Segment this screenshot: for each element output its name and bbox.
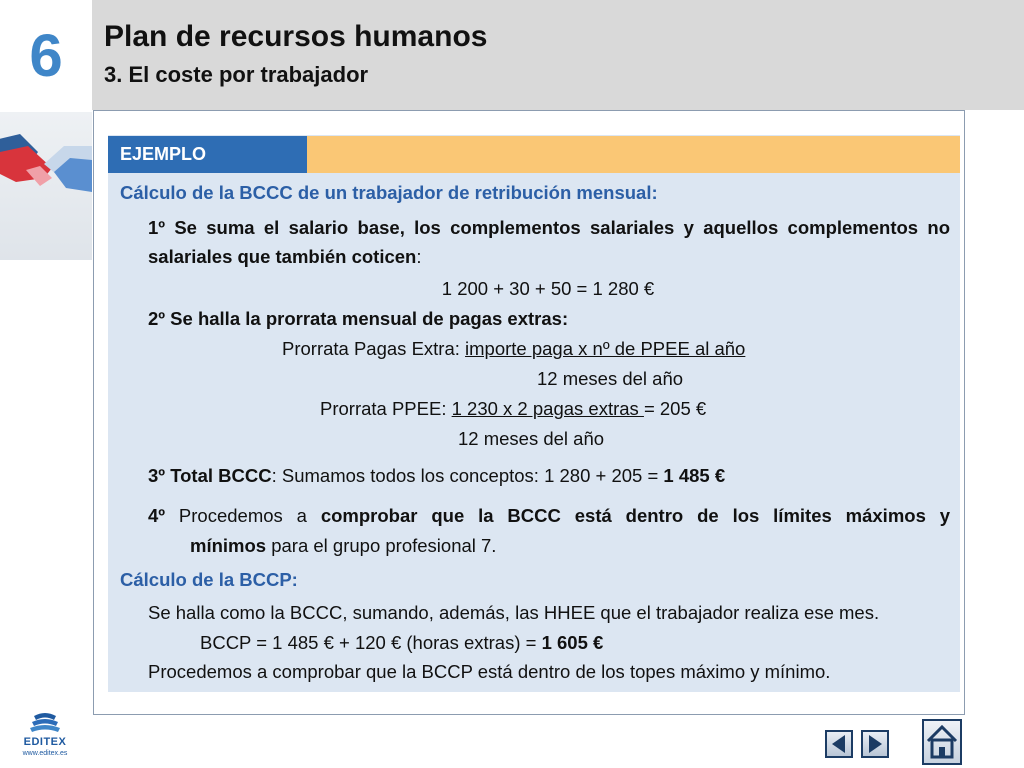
step-4-word: la — [478, 505, 494, 526]
home-icon — [924, 721, 960, 763]
page-subtitle: 3. El coste por trabajador — [104, 62, 369, 87]
arrow-right-icon — [863, 732, 887, 756]
handshake-icon — [0, 112, 92, 260]
step-4-word: a — [296, 505, 307, 526]
step-4-word: máximos — [845, 505, 926, 526]
handshake-image — [0, 112, 92, 260]
editex-logo — [18, 712, 72, 762]
header-band — [92, 0, 1024, 110]
bccp-total: 1 605 € — [541, 632, 604, 653]
bccp-line-1: Se halla como la BCCC, sumando, además, las HHEE que el trabajador realiza ese mes. — [148, 602, 880, 623]
step-4-word: los — [732, 505, 760, 526]
next-button[interactable] — [861, 730, 889, 758]
section-heading-bccp: Cálculo de la BCCP: — [120, 569, 298, 590]
bccp-formula — [200, 632, 603, 654]
step-1-line-b — [148, 246, 422, 268]
home-button[interactable] — [922, 719, 962, 765]
step-4-line-a — [148, 505, 950, 527]
ppee-result: = 205 € — [643, 398, 707, 419]
step-1-colon: : — [416, 246, 422, 267]
step-4-word: 4º — [148, 505, 166, 526]
step-2-heading: 2º Se halla la prorrata mensual de pagas extras: — [148, 308, 569, 329]
editex-logo-icon — [18, 712, 72, 738]
step-4-word: está — [574, 505, 612, 526]
prorrata-denominator: 12 meses del año — [537, 368, 684, 389]
step-4-rest-text: para el grupo profesional 7. — [266, 535, 497, 556]
ppee-label: Prorrata PPEE: — [320, 398, 452, 419]
prorrata-label: Prorrata Pagas Extra: — [282, 338, 466, 359]
bccp-line-3: Procedemos a comprobar que la BCCP está dentro de los topes máximo y mínimo. — [148, 661, 831, 682]
step-4-word: que — [431, 505, 465, 526]
step-3-text: : Sumamos todos los conceptos: 1 280 + 205 = — [271, 465, 664, 486]
step-4-line-b — [190, 535, 496, 557]
step-1-bold-text: salariales que también coticen — [148, 246, 417, 267]
step-4-word: dentro — [625, 505, 684, 526]
step-4-word: BCCC — [507, 505, 561, 526]
editex-logo-text: EDITEX — [23, 736, 67, 748]
step-4-word: de — [697, 505, 719, 526]
prorrata-formula — [282, 338, 745, 360]
step-3-number: 3º — [148, 465, 171, 486]
arrow-left-icon — [827, 732, 851, 756]
section-heading-bccc: Cálculo de la BCCC de un trabajador de retribución mensual: — [120, 182, 658, 203]
step-4-word: comprobar — [320, 505, 418, 526]
ppee-denominator: 12 meses del año — [458, 428, 605, 449]
previous-button[interactable] — [825, 730, 853, 758]
step-4-word: Procedemos — [178, 505, 283, 526]
step-4-word: límites — [773, 505, 832, 526]
step-3-line — [148, 465, 725, 487]
bccp-formula-text: BCCP = 1 485 € + 120 € (horas extras) = — [200, 632, 542, 653]
chapter-number: 6 — [29, 21, 63, 89]
editex-logo-url: www.editex.es — [22, 750, 68, 757]
step-1-line-a: 1º Se suma el salario base, los complementos salariales y aquellos complementos no — [148, 217, 950, 238]
ppee-numerator: 1 230 x 2 pagas extras — [451, 398, 644, 419]
example-tab: EJEMPLO — [108, 136, 307, 173]
ppee-formula — [320, 398, 706, 420]
page-title: Plan de recursos humanos — [104, 20, 488, 53]
step-4-bold-text: mínimos — [190, 535, 267, 556]
step-1-calculation: 1 200 + 30 + 50 = 1 280 € — [441, 278, 655, 299]
step-3-total: 1 485 € — [663, 465, 726, 486]
step-4-word: y — [939, 505, 951, 526]
step-3-bold-label: Total BCCC — [170, 465, 272, 486]
prorrata-numerator: importe paga x nº de PPEE al año — [465, 338, 746, 359]
